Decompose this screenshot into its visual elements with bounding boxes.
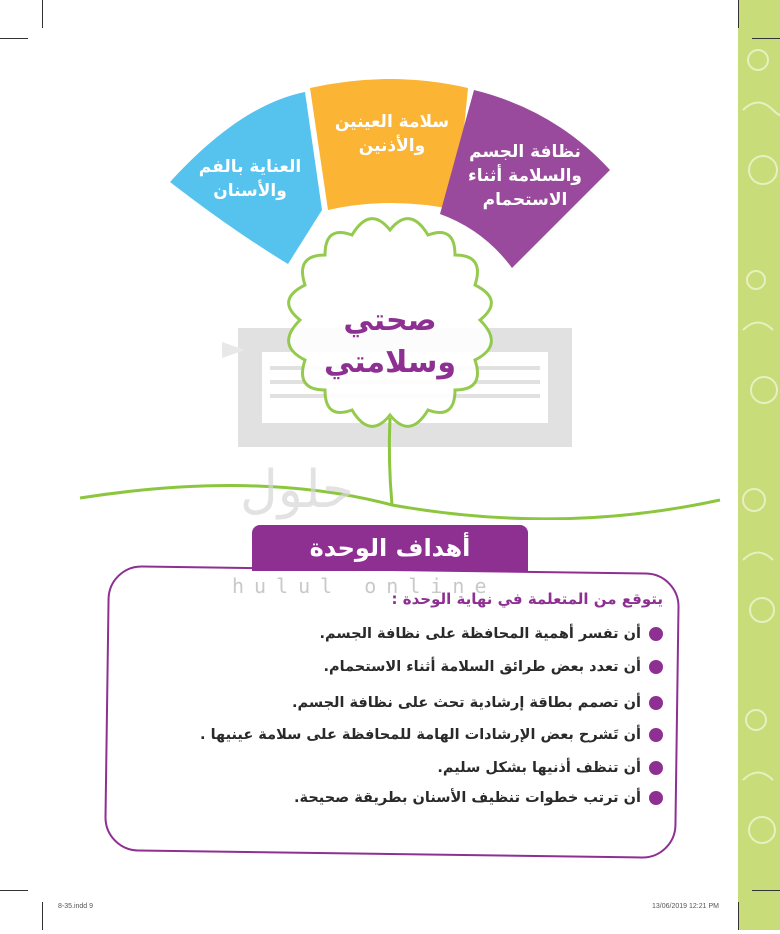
goals-intro: يتوقع من المتعلمة في نهاية الوحدة :: [391, 590, 663, 608]
goal-text: أن تَشرح بعض الإرشادات الهامة للمحافظة على سلامة عينيها .: [200, 727, 641, 743]
bullet-icon: [649, 627, 663, 641]
swirl-pattern: [738, 0, 780, 930]
footer-date: 13/06/2019 12:21 PM: [652, 903, 719, 910]
bullet-icon: [649, 696, 663, 710]
bullet-icon: [649, 761, 663, 775]
crop-mark: [738, 902, 739, 930]
crop-mark: [752, 38, 780, 39]
crop-mark: [0, 890, 28, 891]
watermark-name: حلول: [240, 460, 355, 520]
goal-text: أن تصمم بطاقة إرشادية تحث على نظافة الجسم.: [291, 695, 641, 711]
crop-mark: [738, 0, 739, 28]
footer-file: 8-35.indd 9: [58, 903, 94, 910]
decorative-side-strip: [738, 0, 780, 930]
goal-item: [103, 622, 663, 646]
topic-label-body: نظافة الجسم والسلامة أثناء الاستحمام: [468, 142, 582, 210]
ground-curve: [80, 486, 720, 519]
bullet-icon: [649, 791, 663, 805]
goal-text: أن تنظف أذنيها بشكل سليم.: [437, 760, 641, 776]
goal-text: أن ترتب خطوات تنظيف الأسنان بطريقة صحيحة.: [294, 790, 641, 806]
goals-title: أهداف الوحدة: [309, 534, 471, 562]
goal-text: أن تعدد بعض طرائق السلامة أثناء الاستحمام.: [323, 659, 641, 675]
goal-text: أن تفسر أهمية المحافظة على نظافة الجسم.: [319, 626, 641, 642]
goal-item: [103, 723, 663, 747]
crop-mark: [42, 902, 43, 930]
goal-item: [103, 786, 663, 810]
topic-label-eyes: سلامة العينين والأذنين: [334, 112, 450, 156]
goal-item: [103, 756, 663, 780]
watermark-latin: hulul online: [232, 574, 497, 598]
unit-title: صحتي وسلامتي: [323, 303, 457, 380]
bullet-icon: [649, 728, 663, 742]
goal-item: [103, 655, 663, 679]
goal-item: [103, 691, 663, 715]
crop-mark: [752, 890, 780, 891]
topic-label-mouth: العناية بالفم والأسنان: [198, 157, 302, 201]
bullet-icon: [649, 660, 663, 674]
